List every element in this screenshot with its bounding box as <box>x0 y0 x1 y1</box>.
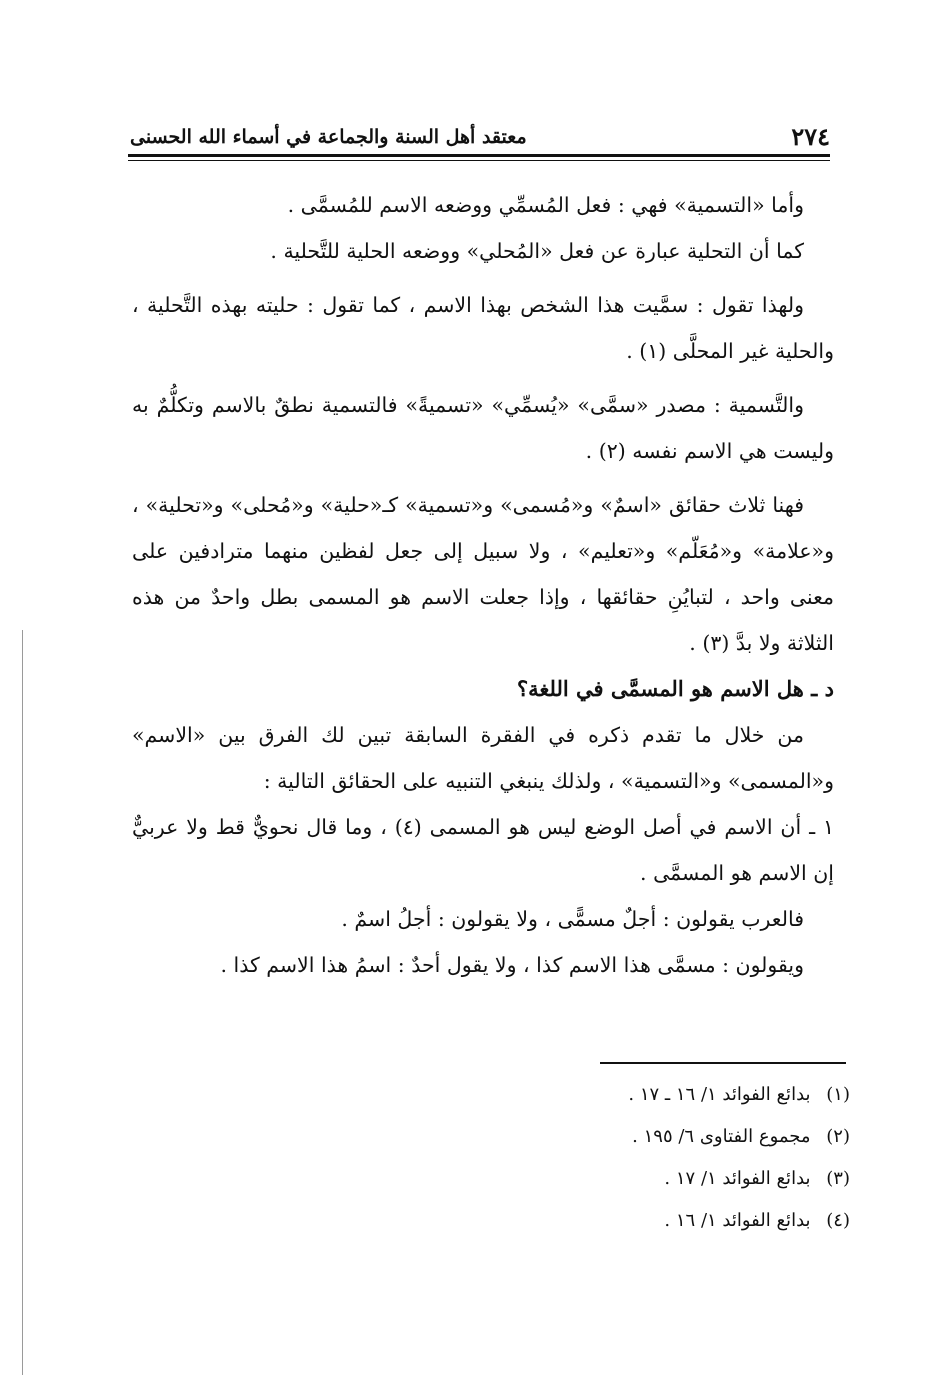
paragraph: ولهذا تقول : سمَّيت هذا الشخص بهذا الاسم ، كما تقول : حليته بهذه التَّحلية ، والحلية غير المحلَّى (١) . <box>132 293 834 363</box>
footnote-text: مجموع الفتاوى ٦/ ١٩٥ . <box>632 1126 811 1147</box>
paragraph: فهنا ثلاث حقائق «اسمٌ» و«مُسمى» و«تسمية» كـ«حلية» و«مُحلى» و«تحلية» ، و«علامة» و«مُعَلّم» و«تعليم» ، ولا سبيل إلى جعل لفظين منهما مترادفين على معنى واحد ، لتبايُنِ حقائقها ، وإذا جعلت الاسم هو المسمى بطل واحدٌ من هذه الثلاثة ولا بدَّ (٣) . <box>132 493 834 655</box>
footnote <box>132 1116 850 1158</box>
footnote <box>132 1158 850 1200</box>
footnote-text: بدائع الفوائد ١/ ١٧ . <box>664 1168 811 1189</box>
footnote-separator <box>600 1062 846 1064</box>
list-item: ١ ـ أن الاسم في أصل الوضع ليس هو المسمى (٤) ، وما قال نحويٌّ قط ولا عربيٌّ إن الاسم هو المسمَّى . <box>132 815 834 885</box>
page-header <box>130 118 830 158</box>
header-rule-thin <box>128 160 830 161</box>
main-text <box>132 182 834 988</box>
footnote-number: (٤) <box>826 1210 850 1231</box>
page-number: ٢٧٤ <box>791 122 830 151</box>
footnote-number: (١) <box>826 1084 850 1105</box>
scan-edge-line <box>22 630 23 1375</box>
paragraph: كما أن التحلية عبارة عن فعل «المُحلي» ووضعه الحلية للتَّحلية . <box>270 239 804 263</box>
header-rule <box>128 154 830 157</box>
footnote <box>132 1074 850 1116</box>
footnote-text: بدائع الفوائد ١/ ١٦ ـ ١٧ . <box>628 1084 811 1105</box>
footnote <box>132 1200 850 1242</box>
paragraph: وأما «التسمية» فهي : فعل المُسمِّي ووضعه الاسم للمُسمَّى . <box>287 193 804 217</box>
footnote-text: بدائع الفوائد ١/ ١٦ . <box>664 1210 811 1231</box>
footnote-number: (٢) <box>826 1126 850 1147</box>
paragraph: فالعرب يقولون : أجلٌ مسمًّى ، ولا يقولون : أجلُ اسمٌ . <box>341 907 804 931</box>
running-title: معتقد أهل السنة والجماعة في أسماء الله الحسنى <box>130 126 527 148</box>
paragraph: والتَّسمية : مصدر «سمَّى» «يُسمِّي» «تسميةً» فالتسمية نطقٌ بالاسم وتكلُّمٌ به وليست هي الاسم نفسه (٢) . <box>132 393 834 463</box>
section-heading: د ـ هل الاسم هو المسمَّى في اللغة؟ <box>517 676 834 701</box>
footnote-number: (٣) <box>826 1168 850 1189</box>
paragraph: ويقولون : مسمَّى هذا الاسم كذا ، ولا يقول أحدٌ : اسمُ هذا الاسم كذا . <box>220 953 804 977</box>
paragraph: من خلال ما تقدم ذكره في الفقرة السابقة تبين لك الفرق بين «الاسم» و«المسمى» و«التسمية» ، ولذلك ينبغي التنبيه على الحقائق التالية : <box>132 723 834 793</box>
footnotes <box>132 1074 850 1242</box>
